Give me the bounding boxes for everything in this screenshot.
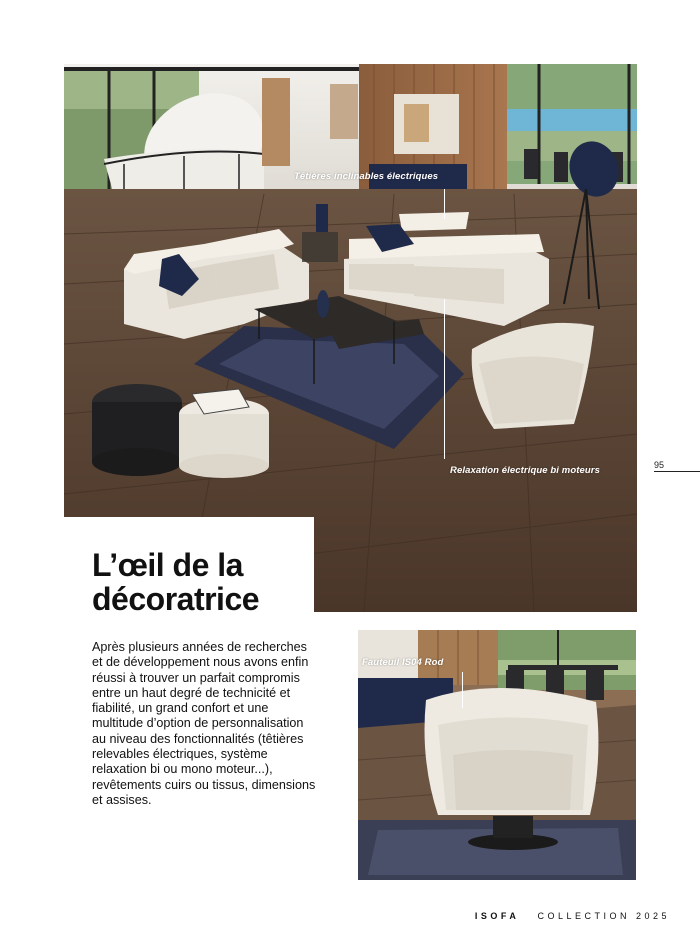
footer <box>475 911 670 921</box>
caption-headrests-pointer <box>444 189 445 219</box>
footer-collection: COLLECTION 2025 <box>537 911 670 921</box>
body-paragraph: Après plusieurs années de recherches et de développement nous avons enfin réussi à trouver un parfait compromis entre un haut degré de technicité et fiabilité, un grand confort et une multitude d’option de personnalisation au niveau des fonctionnalités (têtières relevables électriques, système relaxation bi ou mono moteur...), revêtements cuirs ou tissus, dimensions et assises. <box>92 640 316 807</box>
caption-headrests: Têtières inclinables électriques <box>294 171 439 182</box>
footer-brand: ISOFA <box>474 911 520 921</box>
page-title: L’œil de la décoratrice <box>92 547 260 617</box>
caption-relax: Relaxation électrique bi moteurs <box>450 465 600 476</box>
caption-armchair-pointer <box>462 672 463 708</box>
caption-armchair: Fauteuil IS04 Rod <box>362 657 444 668</box>
armchair-photo <box>358 630 636 880</box>
caption-relax-pointer <box>444 299 445 459</box>
page-number: 95 <box>654 460 665 470</box>
page-number-rule <box>654 471 700 472</box>
